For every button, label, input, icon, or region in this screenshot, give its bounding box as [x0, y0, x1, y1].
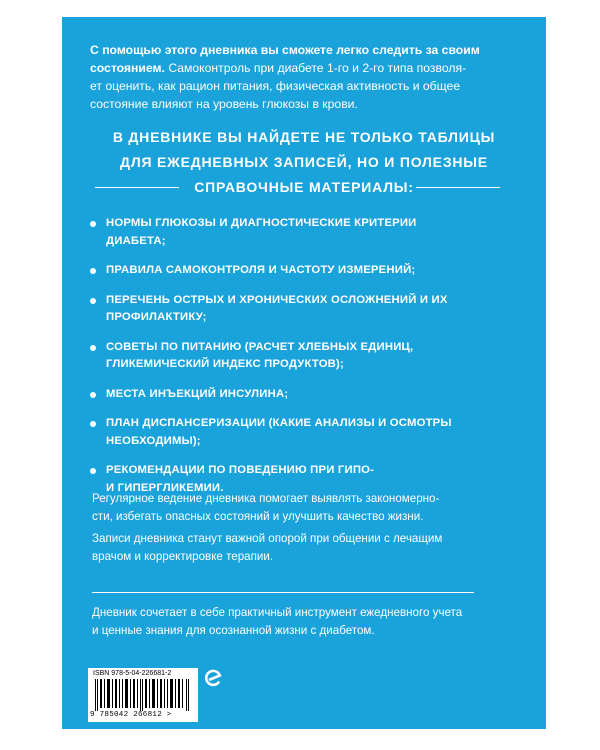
bullet-dot-icon	[90, 221, 96, 227]
eksmo-e-logo-icon	[203, 668, 223, 688]
paragraph-doctor: Записи дневника станут важной опорой при общении с лечащим врачом и корректировке терапии.	[92, 532, 443, 563]
feature-list	[86, 215, 506, 497]
heading-rule-right	[416, 187, 500, 188]
bullet-dot-icon	[90, 468, 96, 474]
feature-item: НОРМЫ ГЛЮКОЗЫ И ДИАГНОСТИЧЕСКИЕ КРИТЕРИИ ДИАБЕТА;	[86, 215, 506, 250]
feature-item: ПЛАН ДИСПАНСЕРИЗАЦИИ (КАКИЕ АНАЛИЗЫ И ОСМОТРЫ НЕОБХОДИМЫ);	[86, 415, 506, 450]
feature-item: ПРАВИЛА САМОКОНТРОЛЯ И ЧАСТОТУ ИЗМЕРЕНИЙ;	[86, 262, 506, 280]
heading-line-3: СПРАВОЧНЫЕ МАТЕРИАЛЫ:	[194, 179, 414, 195]
bullet-dot-icon	[90, 392, 96, 398]
intro-text-2: ет оценить, как рацион питания, физическая активность и общее	[90, 79, 461, 93]
bullet-dot-icon	[90, 268, 96, 274]
heading-line-2: ДЛЯ ЕЖЕДНЕВНЫХ ЗАПИСЕЙ, НО И ПОЛЕЗНЫЕ	[120, 154, 488, 170]
intro-text-3: состояние влияют на уровень глюкозы в крови.	[90, 97, 358, 111]
feature-item: СОВЕТЫ ПО ПИТАНИЮ (РАСЧЕТ ХЛЕБНЫХ ЕДИНИЦ, ГЛИКЕМИЧЕСКИЙ ИНДЕКС ПРОДУКТОВ);	[86, 339, 506, 374]
heading-rule-left	[95, 187, 179, 188]
feature-item: МЕСТА ИНЪЕКЦИЙ ИНСУЛИНА;	[86, 386, 506, 404]
isbn-label: ISBN 978-5-04-226681-2	[93, 670, 172, 677]
feature-item: РЕКОМЕНДАЦИИ ПО ПОВЕДЕНИЮ ПРИ ГИПО- И ГИПЕРГЛИКЕМИИ.	[86, 462, 506, 497]
intro-lead: С помощью этого дневника вы сможете легко следить за своим	[90, 43, 480, 57]
intro-paragraph	[90, 41, 520, 113]
book-back-cover	[62, 17, 546, 729]
section-heading	[62, 125, 546, 200]
bullet-dot-icon	[90, 298, 96, 304]
divider	[92, 592, 474, 593]
intro-lead-end: состоянием.	[90, 61, 165, 75]
barcode-bars	[95, 679, 191, 711]
isbn-barcode	[88, 668, 198, 722]
heading-line-1: В ДНЕВНИКЕ ВЫ НАЙДЕТЕ НЕ ТОЛЬКО ТАБЛИЦЫ	[112, 129, 496, 145]
barcode-digits: 9 785042 266812 >	[90, 711, 172, 719]
intro-text-1: Самоконтроль при диабете 1-го и 2-го типа позволя-	[168, 61, 467, 75]
closing-paragraph: Дневник сочетает в себе практичный инструмент ежедневного учета и ценные знания для осознанной жизни с диабетом.	[92, 606, 463, 637]
paragraph-regular-use: Регулярное ведение дневника помогает выявлять закономерно- сти, избегать опасных состояний и улучшить качество жизни.	[92, 492, 440, 523]
bullet-dot-icon	[90, 345, 96, 351]
bullet-dot-icon	[90, 421, 96, 427]
feature-item: ПЕРЕЧЕНЬ ОСТРЫХ И ХРОНИЧЕСКИХ ОСЛОЖНЕНИЙ И ИХ ПРОФИЛАКТИКУ;	[86, 292, 506, 327]
